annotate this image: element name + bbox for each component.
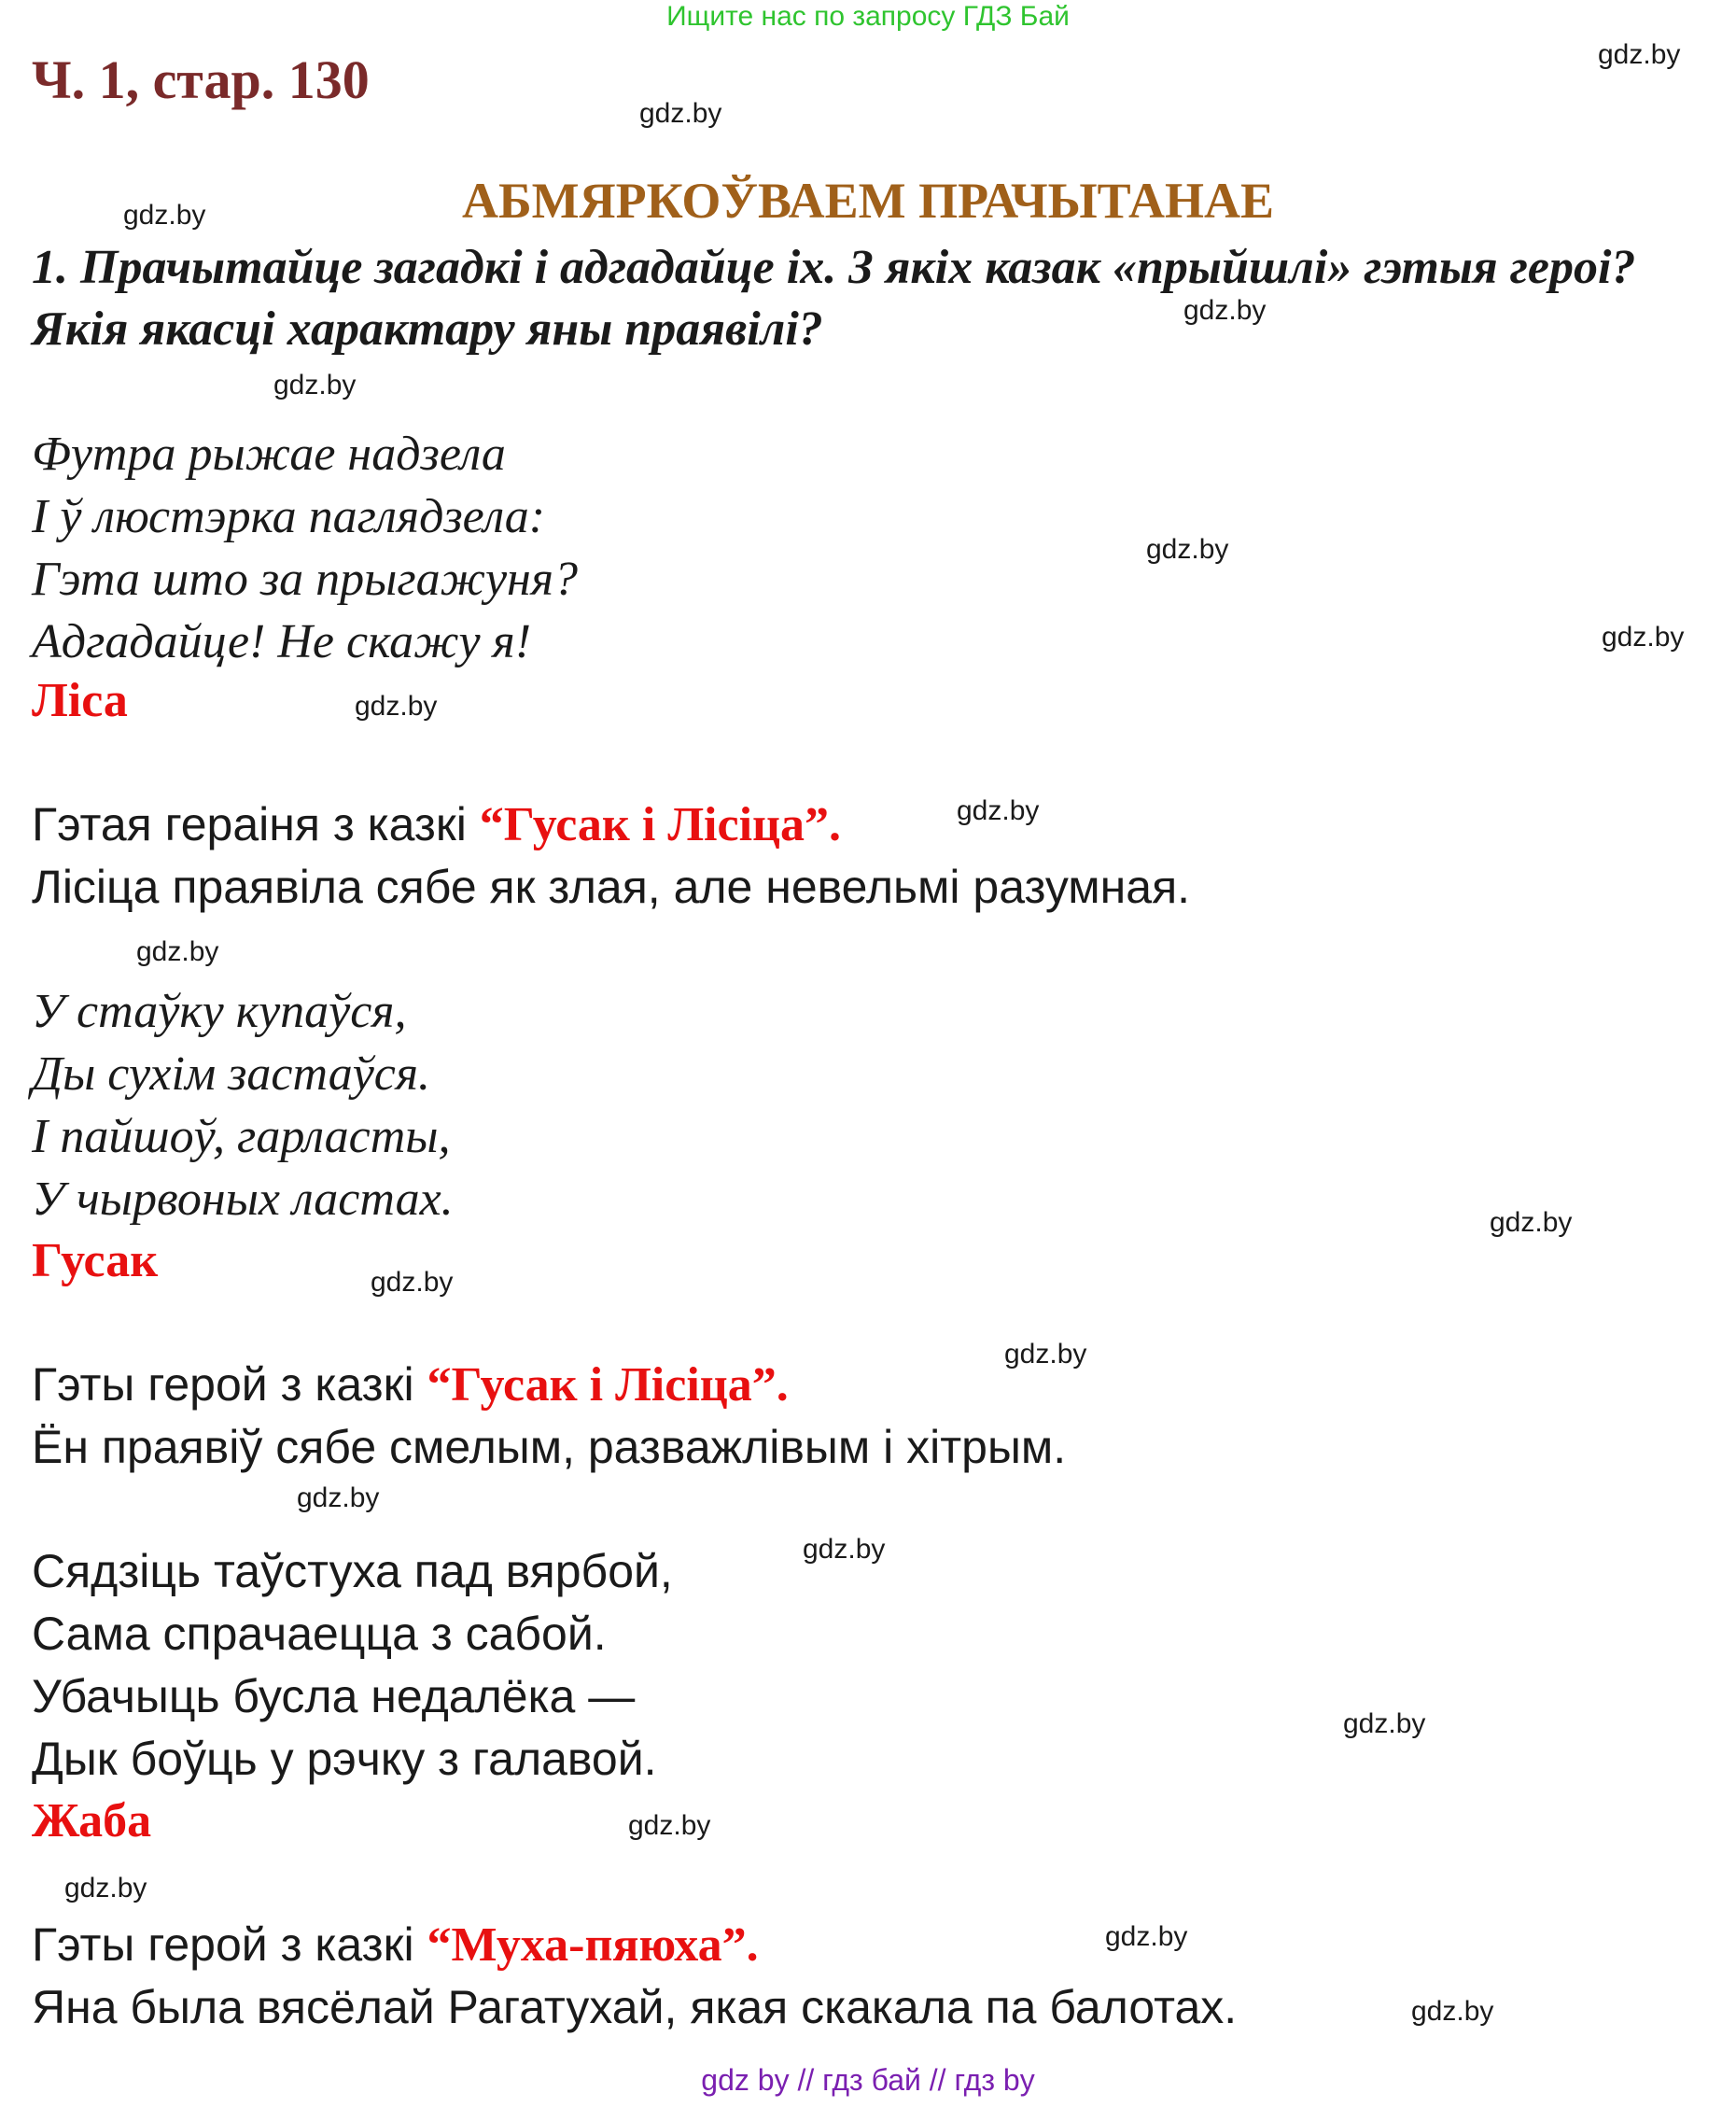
watermark: gdz.by	[371, 1267, 454, 1298]
riddle-2-poem	[32, 980, 454, 1230]
source-prefix: Гэты герой з казкі	[32, 1358, 427, 1411]
riddle-line: Футра рыжае надзела	[32, 428, 506, 481]
question-text: 1. Прачытайце загадкі і адгадайце іх. З якіх казак «прыйшлі» гэтыя героі? Якія якасці характару яны праявілі?	[32, 241, 1636, 356]
riddle-2-source	[32, 1354, 789, 1416]
riddle-line: У чырвоных ластах.	[32, 1173, 454, 1226]
page-reference: Ч. 1, стар. 130	[32, 49, 370, 110]
watermark: gdz.by	[1343, 1708, 1426, 1739]
riddle-1-answer: Ліса	[32, 674, 128, 727]
section-heading: АБМЯРКОЎВАЕМ ПРАЧЫТАНАЕ	[461, 173, 1275, 229]
riddle-2-answer: Гусак	[32, 1234, 159, 1287]
watermark: gdz.by	[1602, 622, 1685, 653]
riddle-1-source	[32, 794, 841, 856]
watermark: gdz.by	[628, 1810, 711, 1841]
riddle-line: Сядзіць таўстуха пад вярбой,	[32, 1545, 673, 1597]
watermark: gdz.by	[957, 795, 1040, 826]
watermark: gdz.by	[1004, 1339, 1087, 1370]
riddle-line: Дык боўць у рэчку з галавой.	[32, 1733, 657, 1785]
top-banner[interactable]: Ищите нас по запросу ГДЗ Бай	[666, 1, 1070, 32]
riddle-line: Гэта што за прыгажуня?	[32, 553, 579, 606]
watermark: gdz.by	[1490, 1207, 1573, 1238]
riddle-1-poem	[32, 423, 578, 673]
riddle-line: І пайшоў, гарласты,	[32, 1110, 451, 1163]
riddle-line: Сама спрачаецца з сабой.	[32, 1608, 607, 1660]
tale-title: “Гусак і Лісіца”.	[479, 798, 841, 851]
tale-title: “Муха-пяюха”.	[427, 1918, 759, 1972]
riddle-3-answer: Жаба	[32, 1794, 152, 1847]
source-prefix: Гэтая гераіня з казкі	[32, 798, 480, 850]
riddle-line: Адгадайце! Не скажу я!	[32, 615, 532, 668]
tale-title: “Гусак і Лісіца”.	[427, 1358, 789, 1412]
watermark: gdz.by	[273, 370, 357, 400]
riddle-3-trait: Яна была вясёлай Рагатухай, якая скакала па балотах.	[32, 1981, 1238, 2033]
watermark: gdz.by	[803, 1534, 886, 1565]
riddle-line: Убачыць бусла недалёка —	[32, 1670, 636, 1722]
watermark: gdz.by	[1411, 1996, 1494, 2027]
riddle-1-trait: Лісіца праявіла сябе як злая, але невельмі разумная.	[32, 861, 1191, 913]
watermark: gdz.by	[123, 200, 206, 231]
riddle-line: Ды сухім застаўся.	[32, 1047, 431, 1101]
watermark: gdz.by	[1146, 534, 1229, 565]
riddle-3-poem	[32, 1540, 673, 1791]
riddle-2-trait: Ён праявіў сябе смелым, разважлівым і хітрым.	[32, 1421, 1067, 1473]
watermark: gdz.by	[1598, 39, 1681, 70]
watermark: gdz.by	[355, 691, 438, 722]
watermark: gdz.by	[136, 936, 219, 967]
watermark: gdz.by	[639, 98, 722, 129]
watermark: gdz.by	[64, 1873, 147, 1903]
watermark: gdz.by	[1105, 1921, 1188, 1952]
source-prefix: Гэты герой з казкі	[32, 1918, 427, 1971]
riddle-line: У стаўку купаўся,	[32, 985, 407, 1038]
footer-links[interactable]: gdz by // гдз бай // гдз by	[701, 2063, 1035, 2097]
riddle-line: І ў люстэрка паглядзела:	[32, 490, 546, 543]
riddle-3-source	[32, 1914, 759, 1976]
watermark: gdz.by	[297, 1482, 380, 1513]
watermark: gdz.by	[1183, 295, 1267, 326]
